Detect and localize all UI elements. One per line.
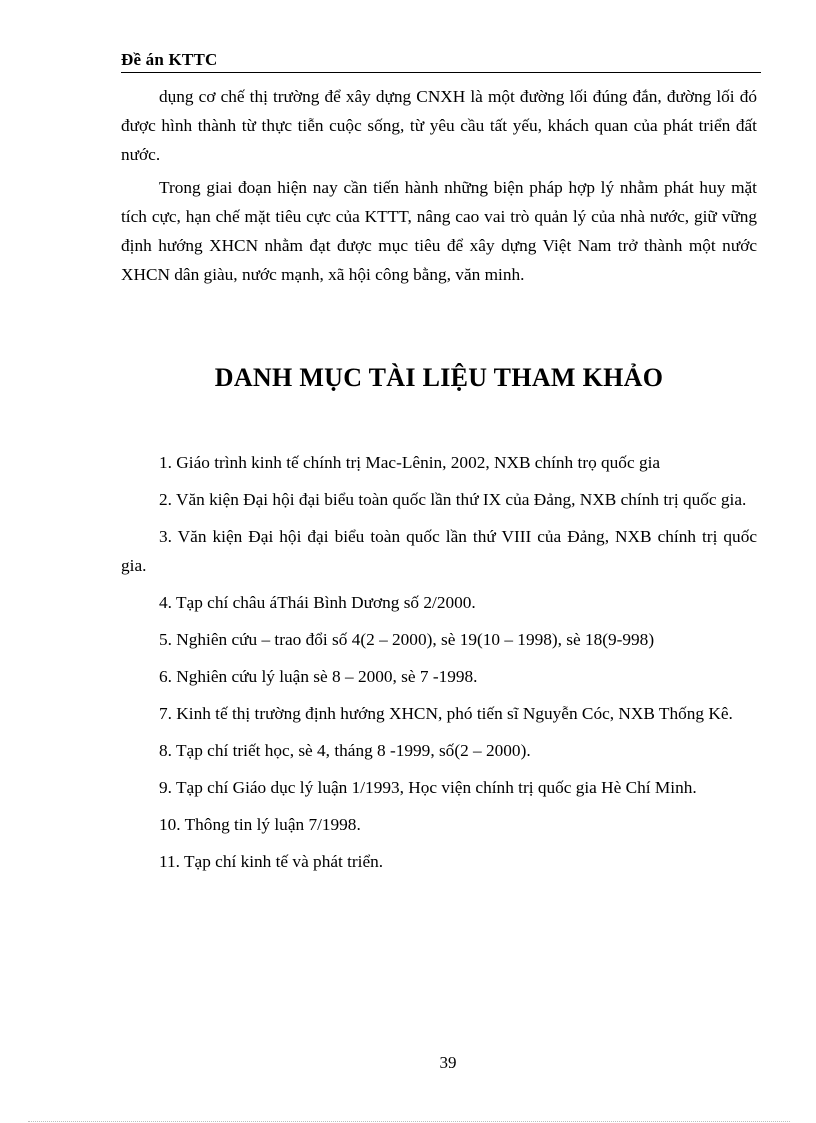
footer-divider	[28, 1121, 790, 1122]
page-number: 39	[439, 1053, 457, 1072]
reference-item: 4. Tạp chí châu áThái Bình Dương số 2/2000.	[159, 593, 476, 612]
paragraph-text: dụng cơ chế thị trường để xây dựng CNXH là một đường lối đúng đắn, đường lối đó được hình thành từ thực tiễn cuộc sống, từ yêu cầu tất yếu, khách quan của phát triển đất nước.	[121, 87, 757, 164]
header-title: Đề án KTTC	[121, 50, 218, 69]
reference-item: 6. Nghiên cứu lý luận sè 8 – 2000, sè 7 -1998.	[159, 667, 478, 686]
running-header	[121, 48, 761, 73]
reference-item: 7. Kinh tế thị trường định hướng XHCN, phó tiến sĩ Nguyễn Cóc, NXB Thống Kê.	[159, 704, 733, 723]
body-paragraph-2	[121, 173, 757, 289]
reference-item: 10. Thông tin lý luận 7/1998.	[159, 815, 361, 834]
reference-item: 3. Văn kiện Đại hội đại biểu toàn quốc lần thứ VIII của Đảng, NXB chính trị quốc gia.	[121, 527, 757, 575]
reference-item: 9. Tạp chí Giáo dục lý luận 1/1993, Học viện chính trị quốc gia Hè Chí Minh.	[159, 778, 697, 797]
reference-item: 1. Giáo trình kinh tế chính trị Mac-Lênin, 2002, NXB chính trọ quốc gia	[159, 453, 661, 472]
paragraph-text: Trong giai đoạn hiện nay cần tiến hành những biện pháp hợp lý nhằm phát huy mặt tích cực, hạn chế mặt tiêu cực của KTTT, nâng cao vai trò quản lý của nhà nước, giữ vững định hướng XHCN nhằm đạt được mục tiêu để xây dựng Việt Nam trở thành một nước XHCN dân giàu, nước mạnh, xã hội công bằng, văn minh.	[121, 178, 757, 284]
reference-list	[121, 448, 757, 884]
reference-item: 8. Tạp chí triết học, sè 4, tháng 8 -1999, số(2 – 2000).	[159, 741, 531, 760]
section-title: DANH MỤC TÀI LIỆU THAM KHẢO	[214, 363, 664, 392]
reference-item: 11. Tạp chí kinh tế và phát triển.	[159, 852, 384, 871]
reference-item: 5. Nghiên cứu – trao đổi số 4(2 – 2000), sè 19(10 – 1998), sè 18(9-998)	[159, 630, 655, 649]
reference-item: 2. Văn kiện Đại hội đại biểu toàn quốc lần thứ IX của Đảng, NXB chính trị quốc gia.	[159, 490, 747, 509]
body-paragraph-1	[121, 82, 757, 169]
